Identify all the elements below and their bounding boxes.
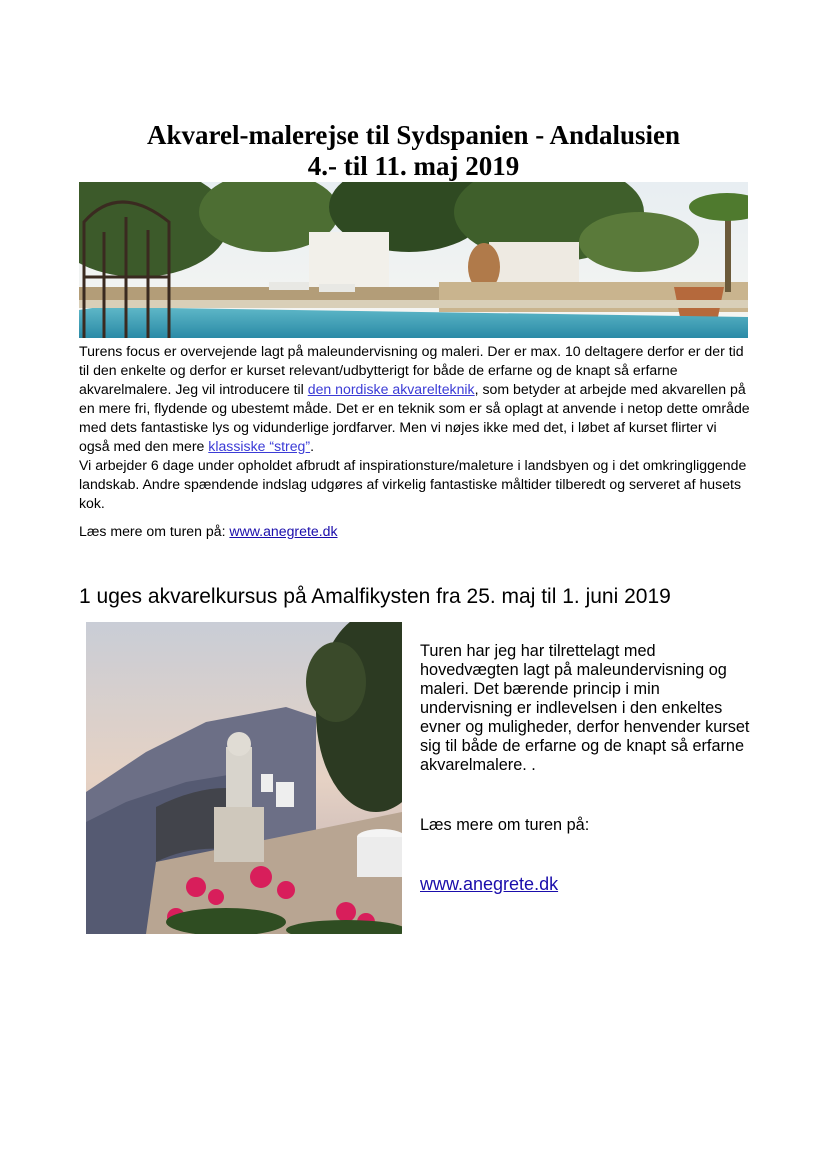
intro-text-part-2: , som betyder at arbejde med akvarellen på en mere fri, flydende og ubestemt måde. Det er en teknik som er så oplagt at anvende i netop dette område med dets fantastiske lys og vidunderlige jordfarver. Men vi nøjes ikke med det, i løbet af kurset flirter vi også med den mere [79,381,750,454]
intro-text [79,342,751,513]
title-line-1: Akvarel-malerejse til Sydspanien - Andalusien [146,120,681,150]
readmore-link-line-2 [420,873,558,895]
website-link-2[interactable]: www.anegrete.dk [420,874,559,894]
intro-text-part-1: Turens focus er overvejende lagt på maleundervisning og maleri. Der er max. 10 deltagere derfor er der tid til den enkelte og derfor er kurset relevant/udbytterigt for både de erfarne og de knapt så erfarne akvarelmalere. Jeg vil introducere til [79,343,744,397]
nordic-technique-link[interactable]: den nordiske akvarelteknik [307,381,475,397]
pool-garden-photo [79,182,748,338]
readmore-line-1 [79,522,338,541]
intro-text-part-3: . [310,438,315,454]
section-heading-amalfi: 1 uges akvarelkursus på Amalfikysten fra 25. maj til 1. juni 2019 [79,585,671,608]
readmore-label-1: Læs mere om turen på: [79,523,230,539]
title-line-2: 4.- til 11. maj 2019 [307,151,520,181]
page-title [0,120,827,182]
intro-paragraph-2: Vi arbejder 6 dage under opholdet afbrudt af inspirationsture/maleture i landsbyen og i det omkringliggende landskab. Andre spændende indslag udgøres af virkelig fantastiske måltider tilberedt og serveret af husets kok. [79,457,747,511]
intro-paragraph-1 [79,342,751,456]
amalfi-description: Turen har jeg har tilrettelagt med hovedvægten lagt på maleundervisning og maleri. Det bærende princip i min undervisning er indlevelsen i den enkeltes evner og muligheder, derfor henvender kurset sig til både de erfarne og de knapt så erfarne akvarelmalere. . [420,642,750,774]
classic-stroke-link[interactable]: klassiske “streg” [208,438,311,454]
website-link-1[interactable]: www.anegrete.dk [229,523,338,539]
readmore-line-2: Læs mere om turen på: [420,816,590,834]
amalfi-terrace-photo [86,622,402,934]
